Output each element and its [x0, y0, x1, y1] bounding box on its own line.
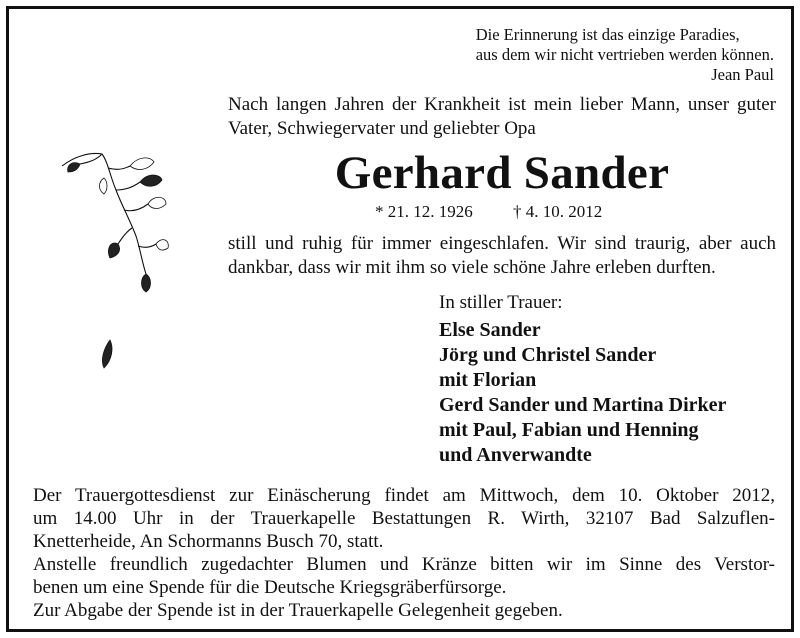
birch-branch-icon: [60, 148, 170, 378]
intro-text: [228, 93, 776, 141]
life-dates: [375, 202, 602, 222]
service-line: Der Trauergottesdienst zur Einäscherung findet am Mittwoch, dem 10. Oktober 2012,: [33, 485, 775, 506]
intro-line: guter Vater, Schwiegervater und geliebter Opa: [228, 94, 777, 139]
donation-line: Zur Abgabe der Spende ist in der Trauerkapelle Gelegenheit gegeben.: [33, 600, 563, 621]
quote-block: [476, 25, 774, 85]
quote-line: aus dem wir nicht vertrieben werden können.: [475, 45, 774, 64]
donation-notice: [33, 553, 775, 622]
passing-text: [228, 232, 776, 280]
service-line: Knetterheide, An Schormanns Busch 70, statt.: [33, 531, 384, 552]
death-date: † 4. 10. 2012: [513, 202, 603, 221]
quote-line: Die Erinnerung ist das einzige Paradies,: [475, 25, 740, 44]
mourner-name: mit Florian: [439, 369, 537, 391]
donation-line: benen um eine Spende für die Deutsche Kriegsgräberfürsorge.: [33, 577, 507, 598]
mourners-intro: In stiller Trauer:: [439, 292, 563, 313]
mourner-name: und Anverwandte: [439, 444, 592, 466]
mourner-name: Else Sander: [439, 319, 541, 341]
donation-line: Anstelle freundlich zugedachter Blumen und Kränze bitten wir im Sinne des Verstor-: [33, 554, 775, 575]
birth-date: * 21. 12. 1926: [375, 202, 473, 221]
service-notice: [33, 484, 775, 553]
intro-line: Nach langen Jahren der Krankheit ist mein lieber Mann, unser: [228, 94, 730, 115]
passing-line: still und ruhig für immer eingeschlafen. Wir sind traurig, aber auch: [228, 233, 776, 254]
mourner-name: Jörg und Christel Sander: [439, 344, 657, 366]
deceased-name: Gerhard Sander: [334, 147, 670, 199]
mourners-block: [439, 290, 726, 468]
mourner-name: mit Paul, Fabian und Henning: [439, 419, 699, 441]
passing-line: dankbar, dass wir mit ihm so viele schöne Jahre erleben durften.: [228, 257, 716, 278]
mourner-name: Gerd Sander und Martina Dirker: [439, 394, 727, 416]
service-line: um 14.00 Uhr in der Trauerkapelle Bestattungen R. Wirth, 32107 Bad Salzuflen-: [33, 508, 775, 529]
quote-author: Jean Paul: [711, 65, 774, 84]
